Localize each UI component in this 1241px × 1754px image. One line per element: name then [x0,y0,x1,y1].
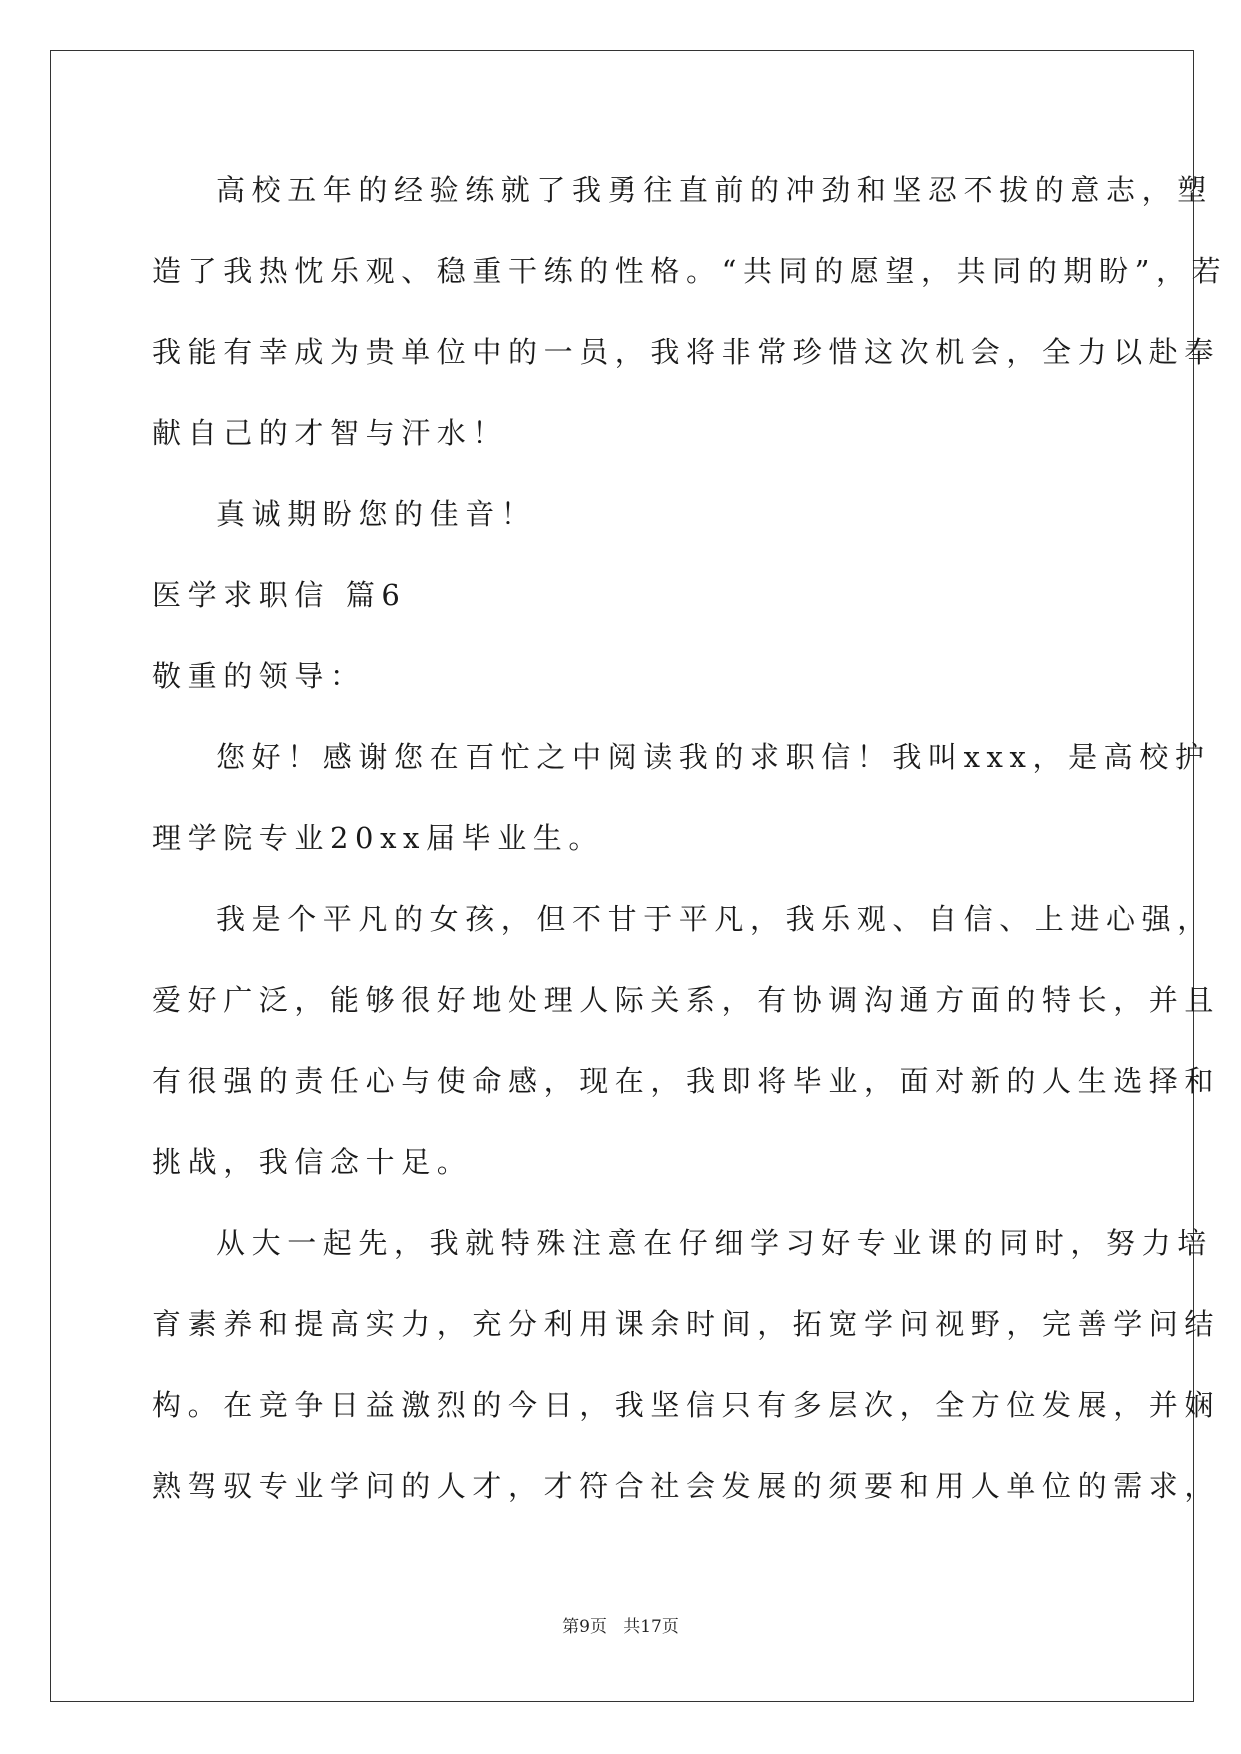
paragraph-line: 理学院专业20xx届毕业生。 [152,821,605,855]
salutation: 敬重的领导： [152,659,366,693]
paragraph-line: 育素养和提高实力，充分利用课余时间，拓宽学问视野，完善学问结 [152,1307,1221,1341]
paragraph-line: 构。在竞争日益激烈的今日，我坚信只有多层次，全方位发展，并娴 [152,1388,1221,1422]
paragraph-line: 我能有幸成为贵单位中的一员，我将非常珍惜这次机会，全力以赴奉 [152,335,1221,369]
paragraph-line: 高校五年的经验练就了我勇往直前的冲劲和坚忍不拔的意志，塑 [216,173,1213,207]
section-heading: 医学求职信 篇6 [152,578,407,612]
paragraph-line: 我是个平凡的女孩，但不甘于平凡，我乐观、自信、上进心强， [216,902,1213,936]
paragraph-line: 爱好广泛，能够很好地处理人际关系，有协调沟通方面的特长，并且 [152,983,1221,1017]
paragraph-line: 您好！感谢您在百忙之中阅读我的求职信！我叫xxx，是高校护 [216,740,1211,774]
page-footer [0,1612,1241,1637]
paragraph-line: 从大一起先，我就特殊注意在仔细学习好专业课的同时，努力培 [216,1226,1213,1260]
paragraph-line: 造了我热忱乐观、稳重干练的性格。“共同的愿望，共同的期盼”，若 [152,254,1228,288]
paragraph-line: 挑战，我信念十足。 [152,1145,473,1179]
document-body [152,150,1228,1527]
closing-line: 真诚期盼您的佳音！ [216,497,537,531]
paragraph-line: 有很强的责任心与使命感，现在，我即将毕业，面对新的人生选择和 [152,1064,1221,1098]
page-number: 第9页 [562,1617,607,1637]
paragraph-line: 献自己的才智与汗水！ [152,416,509,450]
paragraph-line: 熟驾驭专业学问的人才，才符合社会发展的须要和用人单位的需求， [152,1469,1221,1503]
page-total: 共17页 [623,1617,679,1637]
